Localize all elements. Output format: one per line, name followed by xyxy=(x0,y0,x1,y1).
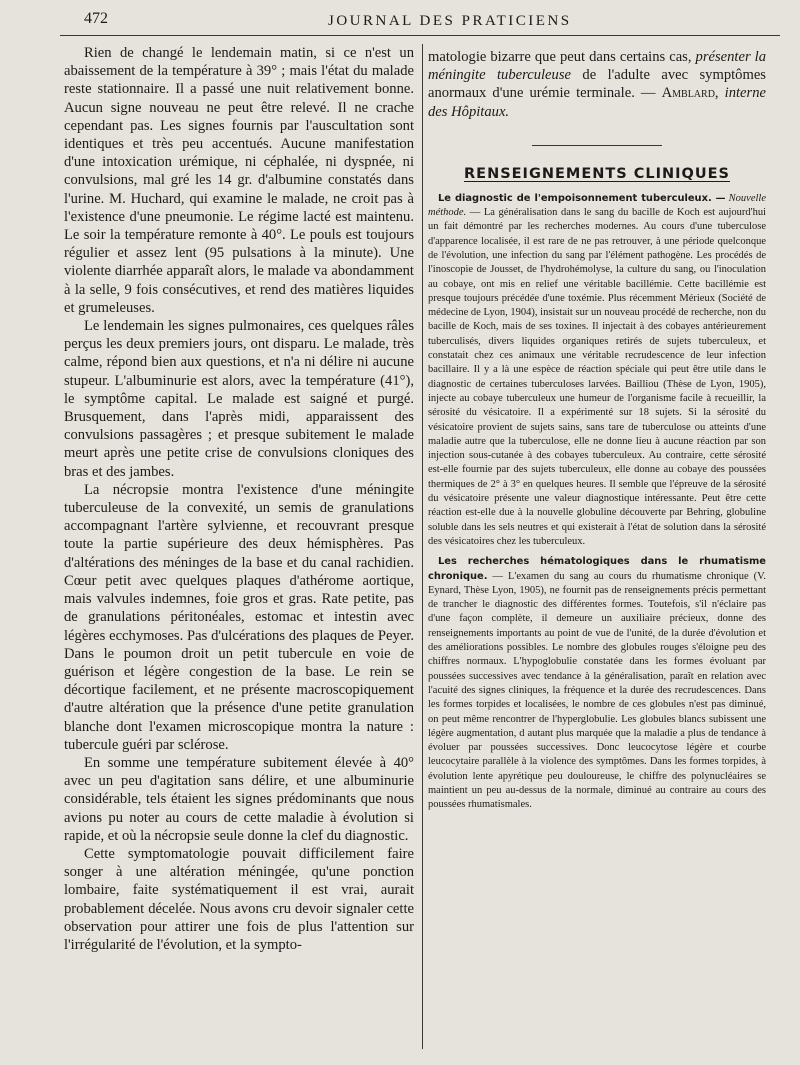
article-hematology-rheumatism: Les recherches hématologiques dans le rhumatisme chronique. — L'examen du sang au cours du rhumatisme chronique (V. Eynard, Thèse Lyon, 1905), ne fournit pas de renseignements précis permettant de trancher le diagnostic des différentes formes. Toutefois, s'il n'éclaire pas d'une façon complète, il demeure un auxiliaire précieux, donne des renseignements importants au point de vue de l'unité, de la durée d'évolution et des améliorations possibles. Le nombre des globules rouges s'éloigne peu des chiffres normaux. L'hypoglobulie constatée dans les formes évoluant par poussées successives avec tendance à la généralisation, paraît en relation avec l'acuité des signes cliniques, la fréquence et la durée des recrudescences. Dans les formes torpides et localisées, le nombre de ces globules n'est pas diminué, on peut même rencontrer de l'hyperglobulie. Les globules blancs subissent une légère augmentation, d autant plus marquée que la maladie a plus de tendance à évoluer par poussées successives. Donc leucocytose légère et courbe leucocytaire parallèle à la violence des symptômes. Dans les formes torpides, à évolution lente apyrétique peu douloureuse, le chiffre des polynucléaires se maintient un peu au-dessus de la normale, diminué au contraire au cours des poussées rhumatismales. xyxy=(428,556,766,811)
continuation-paragraph: matologie bizarre que peut dans certains cas, présenter la méningite tuberculeuse de l'adulte avec symptômes anormaux d'une urémie terminale. — Amblard, interne des Hôpitaux. xyxy=(428,49,766,120)
header-rule xyxy=(60,35,780,36)
article-heading: Le diagnostic de l'empoisonnement tuberculeux. — xyxy=(438,192,726,204)
article-heading: Les recherches hématologiques dans le rhumatisme chronique. xyxy=(428,556,766,582)
paragraph: Rien de changé le lendemain matin, si ce n'est un abaissement de la température à 39° ; mais l'état du malade reste stationnaire. Il a passé une nuit relativement bonne. Aucun signe nouveau ne peut être relevé. Il ne crache cependant pas. Les signes fournis par l'auscultation sont identiques et très peu accentués. Aucune manifestation d'une intoxication urémique, ni céphalée, ni dyspnée, ni convulsions, mal gré les 14 gr. d'albumine constatés dans l'urine. M. Huchard, qui examine le malade, ne croit pas à l'existence d'une pneumonie. Le régime lacté est maintenu. Le soir la température remonte à 40°. Le pouls est toujours régulier et assez lent (95 pulsations à la minute). Une violente diarrhée apparaît alors, le malade va abondamment à la selle, 9 fois consécutives, et rend des matières liquides et grumeleuses. xyxy=(64,45,414,316)
section-title: RENSEIGNEMENTS CLINIQUES xyxy=(464,165,730,182)
paragraph: La nécropsie montra l'existence d'une méningite tuberculeuse de la convexité, un semis de granulations accompagnant l'artère sylvienne, et recouvrant presque toute la partie supérieure des deux hémisphères. Pas d'altérations des méninges de la base et du canal rachidien. Cœur petit avec quelques plaques d'athérome aortique, mais valvules indemnes, foie gros et gras. Rate petite, pas de granulations péritonéales, estomac et intestin avec légères ecchymoses. Pas d'ulcérations des plaques de Peyer. Dans le poumon droit un petit tubercule en voie de guérison et légère congestion de la base. Le rein se décortique facilement, et ne présente macroscopiquement d'autre altération que la présence d'une petite granulation blanche dont l'examen microscopique montra la nature : tubercule guéri par sclérose. xyxy=(64,481,414,753)
author-role: interne des Hôpitaux. xyxy=(428,85,766,120)
column-divider xyxy=(422,44,423,1049)
article-tuberculous-diagnosis: Le diagnostic de l'empoisonnement tuberculeux. — Nouvelle méthode. — La généralisation dans le sang du bacille de Koch est aujourd'hui un fait démontré par les recherches modernes. Au cours d'une tuberculose d'apparence localisée, il est rare de ne pas retrouver, à une période quelconque de l'évolution, une infection du sang par l'élément pathogène. Les procédés de l'inoscopie de Jousset, de l'hydrohémolyse, la culture du sang, ou l'inoculation au cobaye, ont mis en relief une véritable bacillémie. Cette bacillémie est presque toujours précédée d'une toxémie. Plus récemment Mérieux (Société de médecine de Lyon, 1904), insistait sur un nouveau procédé de recherche, non du bacille de Koch, mais de ses toxines. Il injectait à des cobayes antérieurement tuberculisés, divers liquides organiques retirés de sujets tuberculeux, et constatait chez ces animaux une véritable recrudescence de leur infection bacillaire. Il y a là une espèce de réaction spéciale qui peut être utile dans le diagnostic de certaines tuberculoses larvées. Bailliou (Thèse de Lyon, 1905), injecte au cobaye tuberculeux une humeur de l'organisme facile à recueillir, la sérosité du vésicatoire. Il a expérimenté sur 18 sujets. Si la sérosité du vésicatoire provient de sujets sains, sans tare de tuberculose ou atteints d'une maladie autre que la tuberculose, elle ne donne lieu à aucune réaction par son injection sous-cutanée à des cobayes tuberculeux. Au contraire, cette sérosité est-elle fournie par des sujets tuberculeux, elle donne au cobaye des poussées thermiques de 2° à 3° en quelques heures. Il semble que l'épreuve de la sérosité du vésicatoire présente une valeur diagnostique intéressante. Peut être cette réaction est-elle due à la nouvelle globuline découverte par Behring, globuline soluble dans les sels neutres et qui existerait à l'état de solution dans la sérosité des vésicatoires chez les tuberculeux. xyxy=(428,192,766,547)
page-number: 472 xyxy=(84,10,108,27)
author-name: Amblard, xyxy=(661,85,719,102)
right-column xyxy=(428,44,766,819)
section-rule xyxy=(532,145,662,146)
running-title: JOURNAL DES PRATICIENS xyxy=(328,13,572,29)
paragraph: Cette symptomatologie pouvait difficilement faire songer à une altération méningée, qu'une ponction lombaire, faite systématiquement il est vrai, aurait probablement décelée. Nous avons cru devoir signaler cette observation pour attirer une fois de plus l'attention sur l'irrégularité de l'évolution, et la sympto- xyxy=(64,845,414,953)
paragraph: Le lendemain les signes pulmonaires, ces quelques râles perçus les deux premiers jours, ont disparu. Le malade, très calme, répond bien aux questions, et n'a ni délire ni aucune stupeur. L'albuminurie est alors, avec la température (41°), le symptôme capital. Le malade est saigné et purgé. Brusquement, dans l'après midi, apparaissent des convulsions passagères ; et presque subitement le malade meurt après une petite crise de convulsions cloniques des bras et des jambes. xyxy=(64,318,414,480)
left-column xyxy=(64,44,414,954)
paragraph: En somme une température subitement élevée à 40° avec un peu d'agitation sans délire, et une albuminurie considérable, tels étaient les signes prédominants que nous avions pu noter au cours de cette maladie à évolution si rapide, et où la nécropsie seule donne la clef du diagnostic. xyxy=(64,754,414,844)
